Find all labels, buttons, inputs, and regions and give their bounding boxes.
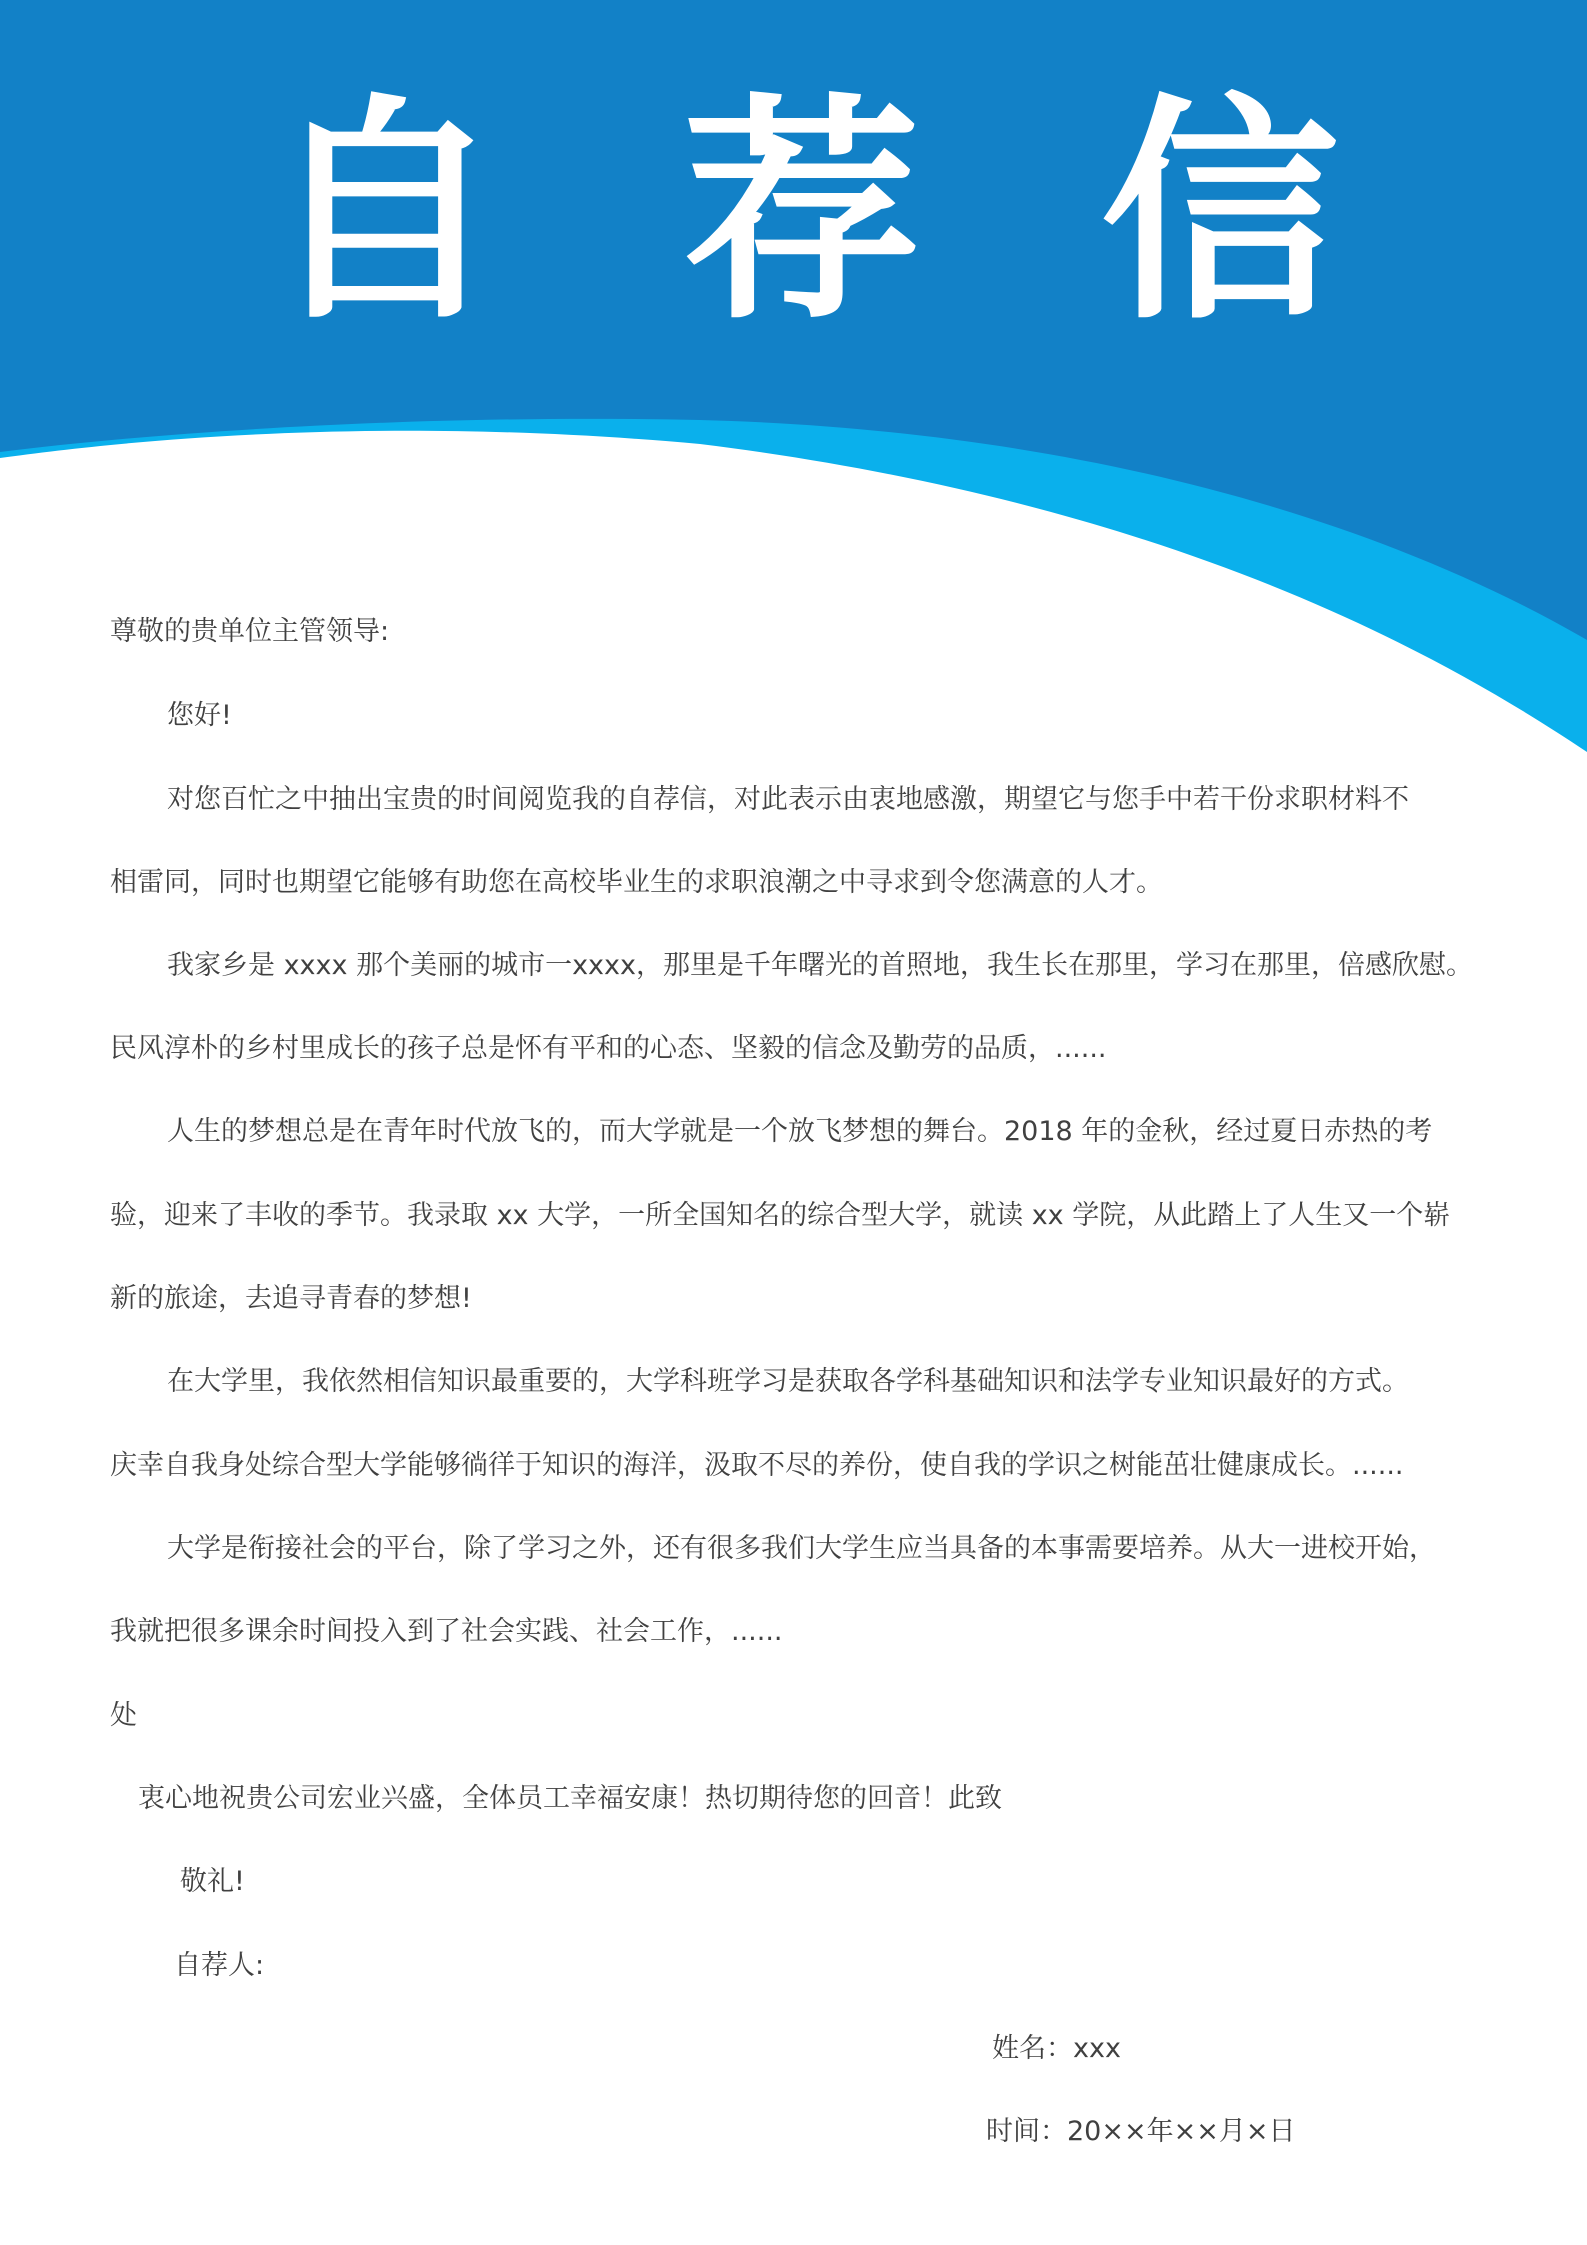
paragraph-5-line-1: 大学是衔接社会的平台，除了学习之外，还有很多我们大学生应当具备的本事需要培养。从大一进校开始， — [167, 1533, 1436, 1564]
closing-wishes: 衷心地祝贵公司宏业兴盛，全体员工幸福安康！热切期待您的回音！此致 — [138, 1783, 1002, 1814]
paragraph-3-line-3: 新的旅途，去追寻青春的梦想! — [110, 1283, 472, 1314]
greeting: 您好! — [167, 700, 232, 731]
title-char-3: 信 — [1101, 75, 1339, 352]
paragraph-3-line-2: 验，迎来了丰收的季节。我录取 xx 大学，一所全国知名的综合型大学，就读 xx 学院，从此踏上了人生又一个崭 — [110, 1200, 1451, 1231]
paragraph-1-line-2: 相雷同，同时也期望它能够有助您在高校毕业生的求职浪潮之中寻求到令您满意的人才。 — [110, 867, 1163, 898]
paragraph-2-line-1: 我家乡是 xxxx 那个美丽的城市一xxxx，那里是千年曙光的首照地，我生长在那里，学习在那里，倍感欣慰。 — [167, 950, 1473, 981]
paragraph-4-line-1: 在大学里，我依然相信知识最重要的，大学科班学习是获取各学科基础知识和法学专业知识最好的方式。 — [167, 1366, 1409, 1397]
regards: 敬礼! — [180, 1866, 245, 1897]
text-fragment: 处 — [110, 1700, 137, 1731]
paragraph-3-line-1: 人生的梦想总是在青年时代放飞的，而大学就是一个放飞梦想的舞台。2018 年的金秋，经过夏日赤热的考 — [167, 1116, 1433, 1147]
date-line: 时间：20××年××月×日 — [986, 2116, 1296, 2147]
paragraph-1-line-1: 对您百忙之中抽出宝贵的时间阅览我的自荐信，对此表示由衷地感激，期望它与您手中若干份求职材料不 — [167, 784, 1409, 815]
name-line: 姓名：xxx — [992, 2033, 1121, 2064]
paragraph-2-line-2: 民风淳朴的乡村里成长的孩子总是怀有平和的心态、坚毅的信念及勤劳的品质，...... — [110, 1033, 1107, 1064]
paragraph-4-line-2: 庆幸自我身处综合型大学能够徜徉于知识的海洋，汲取不尽的养份，使自我的学识之树能茁壮健康成长。...... — [110, 1450, 1404, 1481]
title-char-2: 荐 — [683, 75, 921, 352]
recommender-label: 自荐人: — [174, 1950, 265, 1981]
title-char-1: 自 — [265, 75, 503, 352]
paragraph-5-line-2: 我就把很多课余时间投入到了社会实践、社会工作，...... — [110, 1616, 783, 1647]
salutation: 尊敬的贵单位主管领导: — [110, 616, 390, 647]
